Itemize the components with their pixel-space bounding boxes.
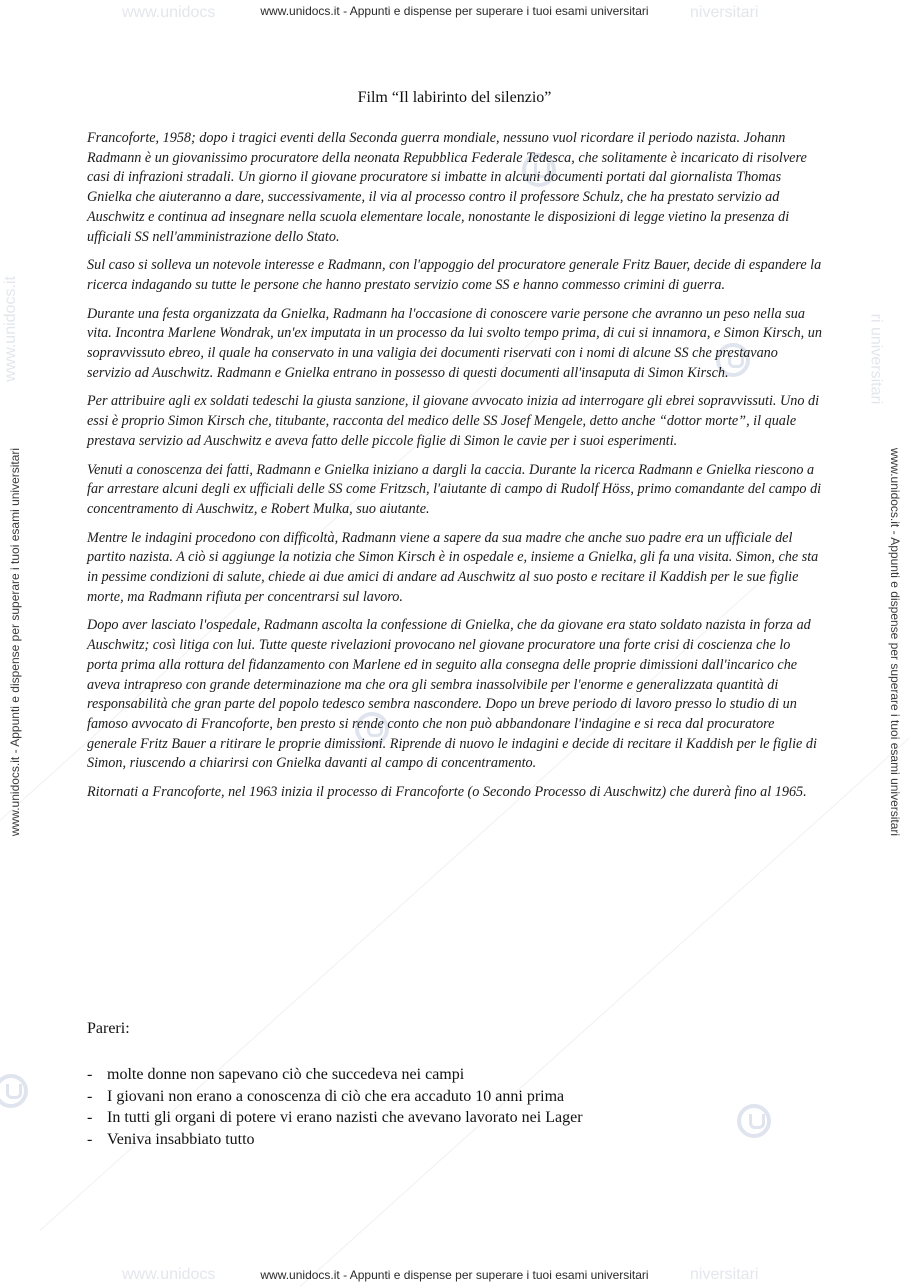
watermark-top: www.unidocs.it - Appunti e dispense per superare i tuoi esami universitari bbox=[260, 4, 649, 18]
document-body bbox=[87, 129, 822, 812]
watermark-ghost-text: ri universitari bbox=[867, 313, 885, 405]
opinions-list bbox=[87, 1064, 583, 1150]
list-item bbox=[87, 1064, 583, 1086]
list-item-text: I giovani non erano a conoscenza di ciò che era accaduto 10 anni prima bbox=[107, 1087, 565, 1105]
document-title: Film “Il labirinto del silenzio” bbox=[357, 89, 552, 106]
paragraph: Durante una festa organizzata da Gnielka, Radmann ha l'occasione di conoscere varie persone che avranno un peso nella sua vita. Incontra Marlene Wondrak, un'ex imputata in un processo da lui svolto tempo prima, di cui si innamora, e Simon Kirsch, un sopravvissuto ebreo, il quale ha conservato in una valigia dei documenti riservati con i nomi di alcune SS che prestavano servizio ad Auschwitz. Radmann e Gnielka entrano in possesso di questi documenti all'insaputa di Simon Kirsch. bbox=[87, 305, 822, 381]
paragraph: Ritornati a Francoforte, nel 1963 inizia il processo di Francoforte (o Secondo Processo di Auschwitz) che durerà fino al 1965. bbox=[87, 784, 807, 801]
list-dash: - bbox=[87, 1066, 93, 1083]
watermark-ghost-text: www.unidocs.it bbox=[1, 276, 19, 382]
list-dash: - bbox=[87, 1130, 93, 1148]
watermark-ghost-text: niversitari bbox=[690, 1266, 759, 1283]
watermark-logo-icon bbox=[0, 1074, 28, 1108]
watermark-logo-icon bbox=[737, 1104, 771, 1138]
paragraph: Mentre le indagini procedono con difficoltà, Radmann viene a sapere da sua madre che anche suo padre era un ufficiale del partito nazista. A ciò si aggiunge la notizia che Simon Kirsch è in ospedale e, insieme a Gnielka, gli fa una visita. Simon, che sta in pessime condizioni di salute, chiede ai due amici di andare ad Auschwitz al suo posto e recitare il Kaddish per le sue figlie morte, ma Radmann rifiuta per concentrarsi sul lavoro. bbox=[87, 529, 819, 605]
paragraph: Dopo aver lasciato l'ospedale, Radmann ascolta la confessione di Gnielka, che da giovane era stato soldato nazista in forza ad Auschwitz; così litiga con lui. Tutte queste rivelazioni provocano nel giovane procuratore una forte crisi di coscienza che lo porta prima alla rottura del fidanzamento con Marlene ed in seguito alla consegna delle proprie dimissioni dall'incarico che aveva intrapreso con grande determinazione ma che ora gli sembra inassolvibile per l'enorme e generalizzata quantità di responsabilità che gran parte del popolo tedesco sembra nascondere. Dopo un breve periodo di lavoro presso lo studio di un famoso avvocato di Francoforte, ben presto si rende conto che non può abbandonare l'indagine e si reca dal procuratore generale Fritz Bauer a ritirare le proprie dimissioni. Riprende di nuovo le indagini e decide di recitare il Kaddish per le figlie di Simon, riuscendo a chiarirsi con Gnielka davanti al campo di concentramento. bbox=[87, 617, 817, 772]
paragraph: Venuti a conoscenza dei fatti, Radmann e Gnielka iniziano a dargli la caccia. Durante la ricerca Radmann e Gnielka riescono a far arrestare alcuni degli ex ufficiali delle SS come Fritzsch, l'aiutante di campo di Rudolf Höss, primo comandante del campo di concentramento di Auschwitz, e Robert Mulka, suo aiutante. bbox=[87, 461, 822, 517]
list-item bbox=[87, 1129, 583, 1151]
list-item-text: molte donne non sapevano ciò che succedeva nei campi bbox=[107, 1066, 465, 1083]
list-dash: - bbox=[87, 1087, 93, 1105]
list-item bbox=[87, 1107, 583, 1129]
watermark-bottom: www.unidocs.it - Appunti e dispense per superare i tuoi esami universitari bbox=[260, 1268, 649, 1282]
list-item bbox=[87, 1086, 583, 1108]
opinions-heading: Pareri: bbox=[87, 1020, 130, 1037]
list-dash: - bbox=[87, 1109, 93, 1126]
paragraph: Francoforte, 1958; dopo i tragici eventi della Seconda guerra mondiale, nessuno vuol ricordare il periodo nazista. Johann Radmann è un giovanissimo procuratore della neonata Repubblica Federale Tedesca, che solitamente è incaricato di risolvere casi di infrazioni stradali. Un giorno il giovane procuratore si imbatte in alcuni documenti portati dal giornalista Thomas Gnielka che aiuteranno a dare, successivamente, il via al processo contro il professore Schulz, che ha prestato servizio ad Auschwitz e continua ad insegnare nella scuola elementare locale, nonostante le disposizioni di legge vietino la presenza di ufficiali SS nell'amministrazione dello Stato. bbox=[87, 130, 807, 245]
list-item-text: In tutti gli organi di potere vi erano nazisti che avevano lavorato nei Lager bbox=[107, 1109, 583, 1126]
watermark-ghost-text: niversitari bbox=[690, 4, 759, 21]
paragraph: Per attribuire agli ex soldati tedeschi la giusta sanzione, il giovane avvocato inizia ad interrogare gli ebrei sopravvissuti. Uno di essi è proprio Simon Kirsch che, titubante, racconta del medico delle SS Josef Mengele, detto anche “dottor morte”, il quale prestava servizio ad Auschwitz e aveva fatto delle piccole figlie di Simon le cavie per i suoi esperimenti. bbox=[87, 393, 820, 449]
watermark-ghost-text: www.unidocs bbox=[122, 1266, 216, 1283]
paragraph: Sul caso si solleva un notevole interesse e Radmann, con l'appoggio del procuratore generale Fritz Bauer, decide di espandere la ricerca indagando su tutte le persone che hanno prestato servizio come SS e hanno commesso crimini di guerra. bbox=[87, 257, 822, 293]
watermark-ghost-text: www.unidocs bbox=[122, 4, 216, 21]
watermark-right: www.unidocs.it - Appunti e dispense per superare i tuoi esami universitari bbox=[888, 447, 902, 837]
watermark-left: www.unidocs.it - Appunti e dispense per superare i tuoi esami universitari bbox=[8, 447, 22, 837]
list-item-text: Veniva insabbiato tutto bbox=[107, 1130, 255, 1148]
